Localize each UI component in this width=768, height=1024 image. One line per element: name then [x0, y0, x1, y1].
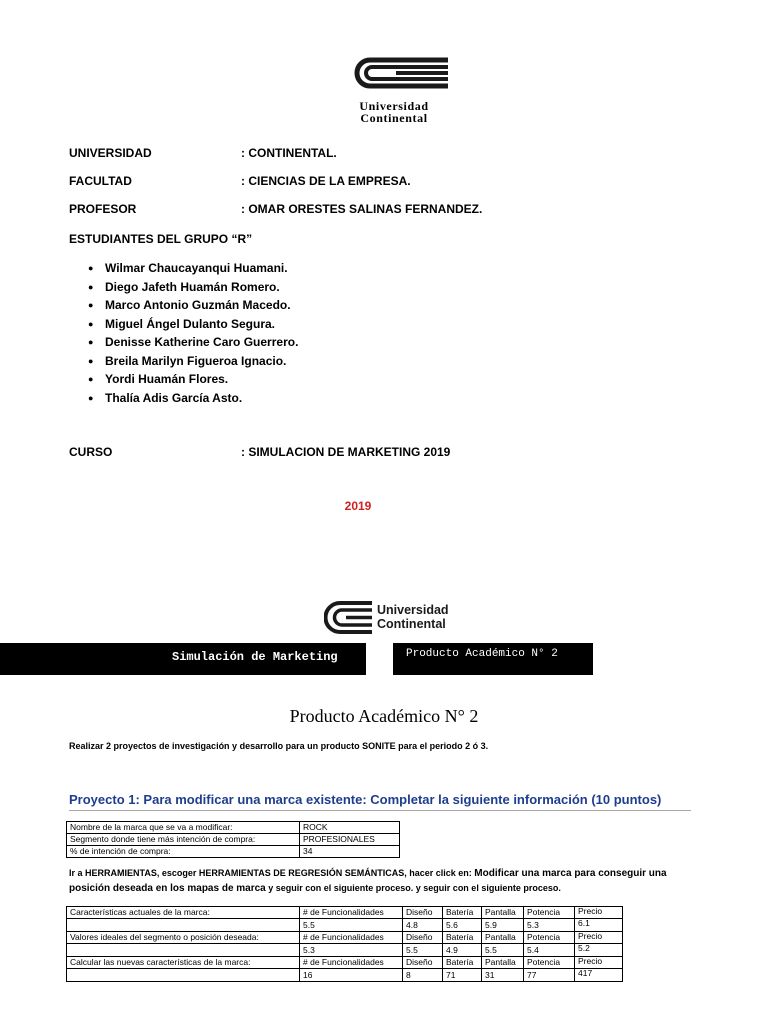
table-cell: 16 [300, 969, 403, 982]
bullet-icon: ● [88, 281, 94, 292]
table-header-cell: # de Funcionalidades [300, 907, 403, 919]
table-header-cell: Precio [575, 932, 623, 944]
table-cell: 34 [300, 846, 400, 858]
list-item: ● Marco Antonio Guzmán Macedo. [88, 298, 291, 312]
profesor-value: : OMAR ORESTES SALINAS FERNANDEZ. [241, 202, 483, 216]
table-cell: 5.3 [300, 944, 403, 957]
table-cell: 6.1 [575, 919, 623, 932]
list-item: ● Miguel Ángel Dulanto Segura. [88, 316, 276, 331]
table-cell: Calcular las nuevas características de la marca: [67, 957, 300, 969]
estudiantes-label: ESTUDIANTES DEL GRUPO “R” [69, 232, 253, 246]
profesor-label: PROFESOR [69, 202, 137, 216]
universidad-value: : CONTINENTAL. [241, 146, 337, 160]
small-logo-line-1: Universidad [377, 603, 449, 617]
table-cell: 5.5 [300, 919, 403, 932]
table-cell: 77 [524, 969, 575, 982]
student-list [88, 261, 298, 409]
table-cell: PROFESIONALES [300, 834, 400, 846]
document-title: Producto Académico N° 2 [289, 706, 479, 726]
bullet-icon: ● [88, 337, 94, 347]
curso-value: : SIMULACION DE MARKETING 2019 [241, 445, 451, 459]
table-cell: 5.2 [575, 944, 623, 957]
table-row [67, 907, 623, 919]
table-cell: 8 [403, 969, 443, 982]
table-row [67, 932, 623, 944]
small-logo-line-2: Continental [377, 617, 446, 631]
list-item: ● Wilmar Chaucayanqui Huamani. [88, 261, 288, 275]
facultad-label: FACULTAD [69, 174, 132, 188]
table-row [67, 834, 400, 846]
table-header-cell: Precio [575, 957, 623, 969]
table-cell: 5.5 [403, 944, 443, 957]
table-header-cell: Batería [443, 932, 482, 944]
facultad-value: : CIENCIAS DE LA EMPRESA. [241, 174, 411, 188]
logo-wordmark [336, 100, 452, 124]
table-row [67, 944, 623, 957]
table-header-cell: Pantalla [482, 957, 524, 969]
table-cell: 5.4 [524, 944, 575, 957]
table-cell [67, 944, 300, 957]
table-cell: 31 [482, 969, 524, 982]
table-header-cell: Potencia [524, 932, 575, 944]
table-cell [67, 919, 300, 932]
table-header-cell: Batería [443, 907, 482, 919]
course-banner-text: Simulación de Marketing [172, 650, 338, 664]
small-logo-wordmark [377, 603, 449, 631]
table-cell: 5.9 [482, 919, 524, 932]
table-header-cell: Precio [575, 907, 623, 919]
bullet-icon: ● [88, 392, 94, 403]
table-cell: Segmento donde tiene más intención de compra: [67, 834, 300, 846]
table-cell: 71 [443, 969, 482, 982]
list-item: ● Denisse Katherine Caro Guerrero. [88, 335, 299, 349]
intro-text: Realizar 2 proyectos de investigación y desarrollo para un producto SONITE para el periodo 2 ó 3. [69, 741, 489, 751]
list-item: ● Breila Marilyn Figueroa Ignacio. [88, 353, 287, 368]
characteristics-table [66, 906, 623, 982]
project-title: Proyecto 1: Para modificar una marca existente: Completar la siguiente información (10 puntos) [69, 792, 662, 807]
bullet-icon: ● [88, 263, 94, 273]
table-header-cell: Diseño [403, 957, 443, 969]
curso-label: CURSO [69, 445, 113, 459]
table-row [67, 822, 400, 834]
table-cell: 5.5 [482, 944, 524, 957]
table-row [67, 846, 400, 858]
table-header-cell: Potencia [524, 957, 575, 969]
bullet-icon: ● [88, 355, 94, 366]
instruction-note: Ir a HERRAMIENTAS, escoger HERRAMIENTAS DE REGRESIÓN SEMÁNTICAS, hacer click en: Modificar una marca para conseguir una posición deseada en los mapas de marca y seguir con el siguiente proceso. y seguir con el siguiente proceso. [69, 868, 667, 894]
table-row [67, 957, 623, 969]
table-cell: 417 [575, 969, 623, 982]
table-header-cell: Pantalla [482, 932, 524, 944]
product-banner-text: Producto Académico N° 2 [406, 648, 558, 660]
universidad-continental-small-logo-icon [324, 600, 372, 635]
table-cell: Nombre de la marca que se va a modificar: [67, 822, 300, 834]
table-header-cell: Diseño [403, 932, 443, 944]
table-cell: Características actuales de la marca: [67, 907, 300, 919]
table-header-cell: # de Funcionalidades [300, 932, 403, 944]
year-text: 2019 [344, 499, 372, 513]
list-item: ● Diego Jafeth Huamán Romero. [88, 279, 280, 294]
logo-line-2: Continental [360, 111, 428, 125]
list-item: ● Thalía Adis García Asto. [88, 390, 243, 405]
table-row [67, 969, 623, 982]
project-title-underline [69, 810, 691, 811]
table-cell: ROCK [300, 822, 400, 834]
logo-line-1: Universidad [359, 99, 429, 113]
bullet-icon: ● [88, 374, 94, 384]
table-cell: 5.3 [524, 919, 575, 932]
table-cell: 5.6 [443, 919, 482, 932]
table-row [67, 919, 623, 932]
table-cell: % de intención de compra: [67, 846, 300, 858]
bullet-icon: ● [88, 300, 94, 310]
brand-table [66, 821, 400, 858]
table-header-cell: # de Funcionalidades [300, 957, 403, 969]
table-header-cell: Potencia [524, 907, 575, 919]
list-item: ● Yordi Huamán Flores. [88, 372, 229, 386]
table-cell: Valores ideales del segmento o posición deseada: [67, 932, 300, 944]
bullet-icon: ● [88, 318, 94, 329]
table-header-cell: Diseño [403, 907, 443, 919]
table-cell: 4.8 [403, 919, 443, 932]
table-header-cell: Pantalla [482, 907, 524, 919]
table-header-cell: Batería [443, 957, 482, 969]
table-cell [67, 969, 300, 982]
universidad-label: UNIVERSIDAD [69, 146, 152, 160]
table-cell: 4.9 [443, 944, 482, 957]
